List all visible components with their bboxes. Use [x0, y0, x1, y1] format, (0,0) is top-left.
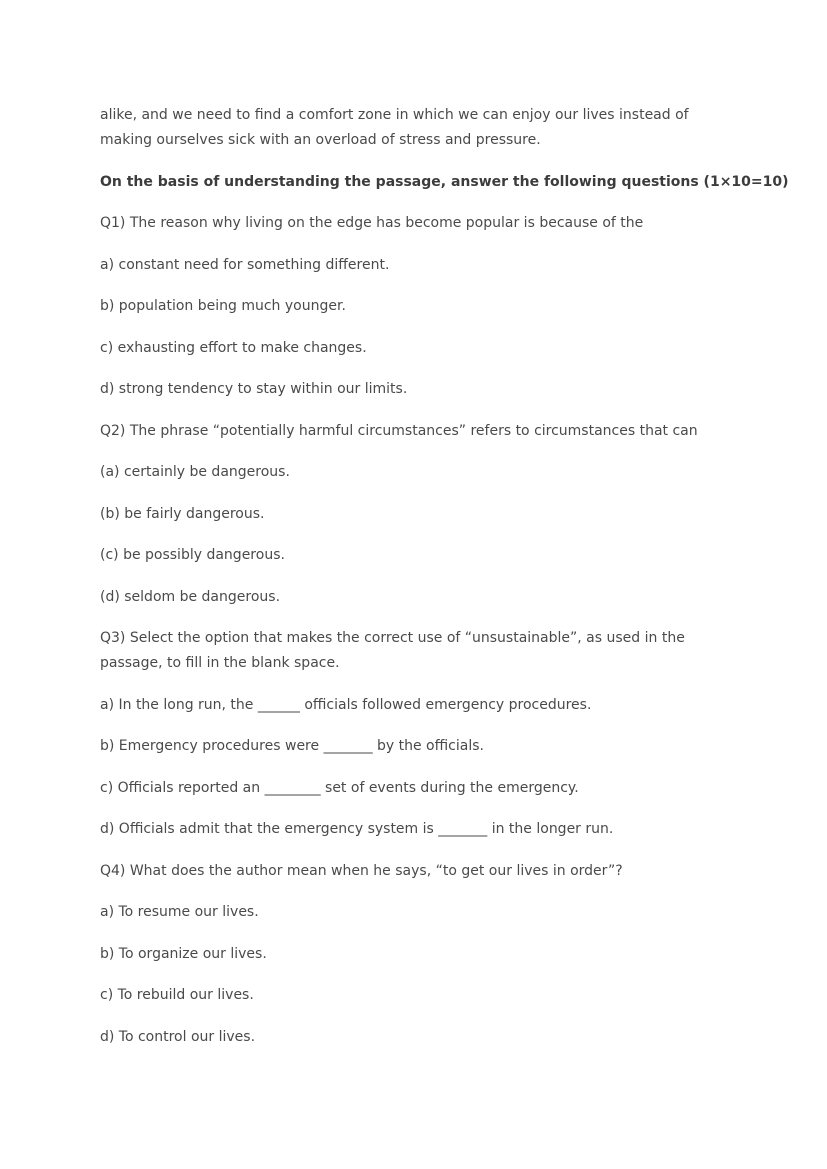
q3-option-c: c) Officials reported an ________ set of events during the emergency.	[100, 779, 579, 796]
questions-heading: On the basis of understanding the passage, answer the following questions (1×10=10)	[100, 173, 789, 190]
q4-option-b: b) To organize our lives.	[100, 945, 267, 962]
document-page	[100, 103, 789, 1066]
intro-paragraph	[100, 103, 720, 153]
q1-option-d: d) strong tendency to stay within our limits.	[100, 381, 408, 397]
question-3	[100, 626, 720, 676]
q4-option-a: a) To resume our lives.	[100, 904, 259, 920]
question-3-line: Q3) Select the option that makes the correct use of “unsustainable”, as used in the	[100, 630, 685, 646]
q3-option-a: a) In the long run, the ______ officials followed emergency procedures.	[100, 696, 592, 713]
q4-option-d: d) To control our lives.	[100, 1028, 256, 1045]
q3-option-d: d) Officials admit that the emergency system is _______ in the longer run.	[100, 821, 614, 837]
q1-option-a: a) constant need for something different.	[100, 256, 390, 273]
q2-option-b: (b) be fairly dangerous.	[100, 505, 265, 522]
q2-option-c: (c) be possibly dangerous.	[100, 547, 285, 563]
q1-option-b: b) population being much younger.	[100, 298, 346, 314]
q4-option-c: c) To rebuild our lives.	[100, 987, 254, 1003]
question-4: Q4) What does the author mean when he says, “to get our lives in order”?	[100, 862, 623, 879]
intro-line: making ourselves sick with an overload of stress and pressure.	[100, 132, 541, 148]
q2-option-d: (d) seldom be dangerous.	[100, 588, 281, 605]
question-3-line: passage, to fill in the blank space.	[100, 655, 340, 671]
q2-option-a: (a) certainly be dangerous.	[100, 464, 290, 480]
q3-option-b: b) Emergency procedures were _______ by the officials.	[100, 738, 484, 754]
question-2: Q2) The phrase “potentially harmful circumstances” refers to circumstances that can	[100, 422, 698, 439]
q1-option-c: c) exhausting effort to make changes.	[100, 339, 367, 356]
question-1: Q1) The reason why living on the edge has become popular is because of the	[100, 215, 644, 231]
intro-line: alike, and we need to find a comfort zone in which we can enjoy our lives instead of	[100, 107, 689, 123]
